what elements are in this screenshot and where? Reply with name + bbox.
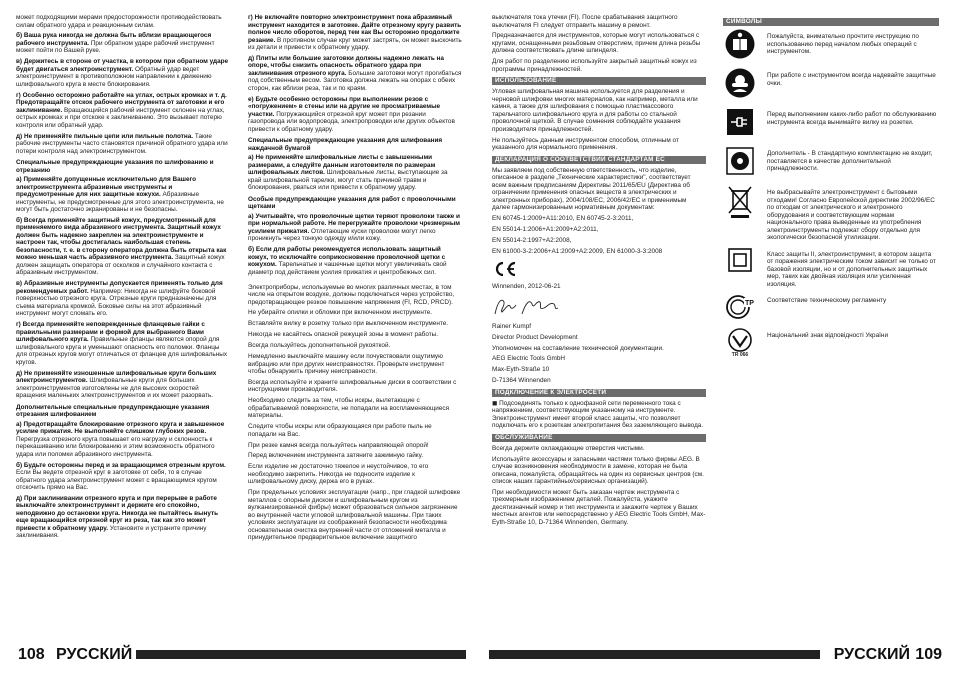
paragraph (492, 88, 706, 133)
paragraph (248, 423, 462, 438)
paragraph (492, 167, 706, 212)
paragraph-text: Уполномочен на составление технической документации. (492, 344, 664, 352)
subheading: Особые предупреждающие указания для работ с проволочными щетками (248, 195, 456, 211)
paragraph (248, 309, 462, 317)
paragraph-text: ◼ Подсоединять только к однофазной сети переменного тока с напряжением, соответствующим указанному на инструменте. Электроинструмент имеет второй класс защиты, что позволяет подключать его к розеткам электропитания без заземляющего вывода. (492, 399, 704, 430)
paragraph (16, 217, 230, 277)
paragraph (248, 331, 462, 339)
paragraph-text: EN 55014-1:2006+A1:2009+A2:2011, (492, 225, 599, 233)
symbol-description: Класс защиты II, электроинструмент, в котором защита от поражения электрическим током зависит не только от базовой изоляции, но и от дополнительных защитных мер, таких как двойная изоляция или усиленная изоляция. (767, 250, 936, 288)
paragraph-text: Всегда держите охлаждающие отверстия чистыми. (492, 444, 645, 452)
svg-text:ТР: ТР (745, 300, 754, 307)
accessory-icon (725, 146, 755, 176)
paragraph-text: Отлетающие куски проволоки могут легко проникнуть через тонкую одежду и/или кожу. (248, 227, 436, 243)
paragraph-bold-lead: г) Всегда применяйте неповрежденные фланцевые гайки с правильными размерами и формой для выбранного Вами шлифовального круга. (16, 321, 205, 344)
symbols-heading: СИМВОЛЫ (723, 18, 939, 26)
paragraph-text: Обратный удар ведет электроинструмент в противоположном направлении к движению шлифовального круга в месте блокирования. (16, 65, 212, 88)
paragraph (248, 246, 462, 276)
paragraph (492, 355, 706, 363)
paragraph-text: Немедленно выключайте машину если почувствовали ощутимую вибрацию или при других неисправностях. Проверьте инструмент чтобы обнаружить причину неисправности. (248, 353, 445, 376)
subheading: Дополнительные специальные предупреждающие указания отрезания шлифованием (16, 403, 210, 419)
right-column-3 (492, 14, 706, 530)
paragraph (492, 456, 706, 486)
paragraph-text: Большие заготовки могут прогибаться под собственным весом. Заготовка должна лежать на опорах с обеих сторон, как вблизи реза, так и по краям. (248, 69, 462, 92)
symbol-row (723, 146, 939, 180)
gost-icon (725, 293, 755, 321)
symbol-description: Перед выполнением каких-либо работ по обслуживанию инструмента всегда вынимайте вилку из розетки. (767, 111, 937, 126)
paragraph (248, 353, 462, 376)
paragraph-text: Если Вы ведете отрезной круг в заготовке от себя, то в случае обратного удара электроинструмент может с вращающимся кругом отскочить прямо на Вас. (16, 469, 217, 492)
paragraph-text: Например: Никогда не шлифуйте боковой поверхностью отрезного круга. Отрезные круги предназначены для съема материала кромкой. Боковые силы на этот абразивный инструмент могут сломать его. (16, 287, 217, 318)
paragraph (16, 495, 230, 540)
symbol-description: Не выбрасывайте электроинструмент с бытовыми отходами! Согласно Европейской директиве 2002/96/ЕС по отходам от электрического и электронного оборудования и соответствующим нормам национального права выведенные из употребления электроинструменты подлежат сбору отдельно для экологически безопасной утилизации. (767, 189, 935, 241)
paragraph-text: Угловая шлифовальная машина используется для разделения и черновой шлифовки многих материалов, как например, металла или камня, а также для шлифования с помощью пластмассового тарельчатого шлифовального круга и для работы со стальной проволочной щеткой. В случае сомнения соблюдайте указания производителя принадлежностей. (492, 88, 698, 133)
read-manual-icon (725, 29, 755, 59)
paragraph (16, 176, 230, 214)
paragraph-text: Следите чтобы искры или образующаяся при работе пыль не попадали на Вас. (248, 423, 432, 438)
paragraph-bold-lead: а) Применяйте допущенные исключительно для Вашего электроинструмента абразивные инструменты и предусмотренные для них защитные кожухи. (16, 176, 197, 199)
paragraph-text: Никогда не касайтесь опасной режущей зоны в момент работы. (248, 331, 439, 339)
right-footer (489, 646, 954, 668)
paragraph (16, 92, 230, 130)
paragraph-text: Погружающийся отрезной круг может при резании газопровода или водопровода, электропроводки или других объектов привести к обратному удару. (248, 110, 455, 133)
paragraph (492, 237, 706, 245)
paragraph (248, 452, 462, 460)
paragraph-bold-lead: в) Держитесь в стороне от участка, в котором при обратном ударе будет двигаться электроинструмент. (16, 58, 229, 73)
paragraph (248, 154, 462, 192)
paragraph-text: Если изделие не достаточно тяжелое и неустойчивое, то его необходимо закрепить. Никогда не подносите изделие к шлифовальному диску, держа его в руках. (248, 463, 429, 486)
paragraph (492, 400, 706, 430)
paragraph-text: Шлифовальные листы, выступающие за край шлифовальной тарелки, могут стать причиной травм и блокирования, рваться или привести к обратному удару. (248, 169, 448, 192)
paragraph-text: Max-Eyth-Straße 10 (492, 366, 550, 374)
paragraph (492, 366, 706, 374)
symbol-row (723, 328, 939, 362)
symbols-column (723, 14, 939, 367)
symbol-description: Пожалуйста, внимательно прочтите инструкцию по использованию перед началом любых операций с инструментом. (767, 33, 919, 55)
left-column-2 (248, 14, 462, 545)
paragraph (248, 463, 462, 486)
paragraph (492, 226, 706, 234)
paragraph-bold-lead: д) Не применяйте изношенные шлифовальные круги больших электроинструментов. (16, 369, 217, 385)
symbol-description: Соответствие техническому регламенту (767, 297, 887, 304)
paragraph (16, 58, 230, 88)
symbol-description: При работе с инструментом всегда надевайте защитные очки. (767, 72, 936, 87)
safety-glasses-icon (725, 68, 755, 98)
paragraph (16, 133, 230, 156)
footer-bar (134, 650, 466, 659)
paragraph (492, 489, 706, 527)
paragraph-text: Правильные фланцы являются опорой для шлифовального круга и уменьшают опасность его поломки. Фланцы для отрезных кругов могут отличаться от фланцев для шлифовальных кругов. (16, 336, 228, 366)
symbol-row (723, 107, 939, 141)
symbol-description: Національний знак відповідності України (767, 332, 889, 339)
mark-caption: TR 066 (731, 352, 749, 358)
paragraph-text: Необходимо следить за тем, чтобы искры, вылетающие с обрабатываемой поверхности, не попадали на воспламеняющиеся материалы. (248, 397, 450, 420)
paragraph-text: Установите и устраните причину заклинивания. (16, 524, 207, 540)
paragraph-text: AEG Electric Tools GmbH (492, 355, 566, 363)
paragraph-text: D-71364 Winnenden (492, 377, 551, 385)
paragraph (248, 55, 462, 93)
symbol-row (723, 247, 939, 289)
paragraph-text: Winnenden, 2012-06-21 (492, 282, 561, 290)
paragraph-bold-lead: б) Ваша рука никогда не должна быть вблизи вращающегося рабочего инструмента. (16, 32, 212, 47)
paragraph-text: Director Product Development (492, 333, 578, 341)
weee-bin-icon (726, 185, 754, 219)
unplug-icon (725, 107, 755, 137)
paragraph (16, 462, 230, 492)
paragraph (492, 14, 706, 29)
paragraph-bold-lead: а) Учитывайте, что проволочные щетки теряют проволоки также и при нормальной работе. Не перегружайте проволоки чрезмерным усилием прижатия. (248, 212, 461, 235)
paragraph (492, 334, 706, 342)
paragraph (248, 442, 462, 450)
paragraph-bold-lead: а) Предотвращайте блокирование отрезного круга и завышенное усилие прижатия. Не выполняйте слишком глубоких резов. (16, 420, 225, 436)
section-heading: ИСПОЛЬЗОВАНИЕ (492, 77, 706, 85)
paragraph-text: EN 61000-3-2:2006+A1:2009+A2:2009, EN 61000-3-3:2008 (492, 247, 663, 255)
paragraph (248, 284, 462, 307)
symbol-row (723, 68, 939, 102)
paragraph-text: Электроприборы, используемые во многих различных местах, в том числе на открытом воздухе, должны подключаться через устройство, предотвращающее резкое повышение напряжения (FI, RCD, PRCD). (248, 283, 455, 306)
paragraph-text: выключателя тока утечки (FI). После срабатывания защитного выключателя FI следует отправить машину в ремонт. (492, 14, 678, 29)
paragraph (492, 215, 706, 223)
paragraph-text: Вставляйте вилку в розетку только при выключенном инструменте. (248, 320, 449, 328)
subheading: Специальные предупреждающие указания для шлифования наждачной бумагой (248, 137, 443, 152)
paragraph (492, 323, 706, 331)
language-label: РУССКИЙ (52, 646, 136, 664)
paragraph-text: Вращающийся рабочий инструмент склонен на углах, острых кромках и при отскоке к заклиниванию. Это вызывает потерю контроля или обратный удар. (16, 106, 225, 129)
paragraph-text: Не убирайте опилки и обломки при включенном инструменте. (248, 309, 433, 317)
language-label: РУССКИЙ (830, 646, 914, 664)
paragraph-text: EN 60745-1:2009+A11:2010, EN 60745-2-3:2011, (492, 215, 634, 223)
paragraph-text: EN 55014-2:1997+A2:2008, (492, 236, 572, 244)
paragraph (248, 489, 462, 542)
ukraine-mark-icon (728, 328, 752, 352)
paragraph-text: При резке камня всегда пользуйтесь направляющей опорой! (248, 441, 429, 449)
paragraph-text: Абразивные инструменты, не предусмотренные для этого электроинструмента, не могут быть достаточно экранированы и не безопасны. (16, 191, 224, 214)
paragraph-text: Перегрузка отрезного круга повышает его нагрузку и склонность к перекашиванию или блокированию и этим возможность обратного удара или поломки абразивного инструмента. (16, 435, 215, 458)
section-heading: ПОДКЛЮЧЕНИЕ К ЭЛЕКТРОСЕТИ (492, 389, 706, 397)
symbol-row (723, 293, 939, 323)
symbol-description: Дополнитель - В стандартную комплектацию не входит, поставляется в качестве дополнительной принадлежности. (767, 150, 933, 172)
paragraph-bold-lead: д) Не применяйте пильные цепи или пильные полотна. (16, 132, 194, 140)
paragraph (248, 14, 462, 52)
paragraph-text: Тарельчатые и чашечные щетки могут увеличивать свой диаметр под действием усилия прижатия и центробежных сил. (248, 261, 447, 276)
paragraph-bold-lead: а) Не применяйте шлифовальные листы с завышенными размерами, а следуйте данным изготовителя по размерам шлифовальных листов. (248, 154, 436, 177)
paragraph-bold-lead: д) При заклинивании отрезного круга и при перерыве в работе выключайте электроинструмент и держите его спокойно, неподвижно до остановки круга. Никогда не пытайтесь вынуть еще вращающийся отрезной круг из реза, так как это может привести к обратному удару. (16, 494, 219, 532)
paragraph-bold-lead: б) Будьте осторожны перед и за вращающимся отрезным кругом. (16, 461, 226, 469)
paragraph-text: В противном случае круг может застрять, он может выскочить из детали и привести к обратному удару. (248, 36, 462, 51)
paragraph-bold-lead: г) Не включайте повторно электроинструмент пока абразивный инструмент находится в заготовке. Дайте отрезному кругу развить полное число оборотов, перед тем как Вы осторожно продолжите резание. (248, 14, 462, 44)
symbol-row (723, 29, 939, 63)
paragraph (492, 137, 706, 152)
paragraph-text: Всегда пользуйтесь дополнительной рукояткой. (248, 342, 391, 350)
page-number: 109 (911, 646, 946, 664)
paragraph-bold-lead: в) Абразивные инструменты допускается применять только для рекомендуемых работ. (16, 280, 223, 295)
paragraph-bold-lead: г) Особенно осторожно работайте на углах, острых кромках и т. д. Предотвращайте отскок рабочего инструмента от заготовки и его заклинивание. (16, 91, 227, 114)
paragraph-text: При необходимости может быть заказан чертеж инструмента с трехмерным изображением деталей. Пожалуйста, укажите десятизначный номер и тип инструмента и закажите чертеж у Ваших местных агентов или непосредственно у AEG Electric Tools GmbH, Max-Eyth-Straße 10, D-71364 Winnenden, Germany. (492, 488, 706, 526)
paragraph-text: Используйте аксессуары и запасными частями только фирмы AEG. В случае возникновения необходимости в замене, которая не была описана, пожалуйста, обращайтесь на один из сервисных центров (см. список наших гарантийных/сервисных организаций). (492, 455, 704, 486)
subheading: Специальные предупреждающие указания по шлифованию и отрезанию (16, 159, 214, 174)
paragraph-text: Не пользуйтесь данным инструментом способом, отличным от указанного для нормального применения. (492, 136, 679, 152)
page-number: 108 (14, 646, 49, 664)
paragraph-bold-lead: е) Будьте особенно осторожны при выполнении резов с «погружением» в стены или на другие не просматриваемые участки. (248, 95, 441, 118)
paragraph (492, 32, 706, 55)
paragraph-text: Защитный кожух должен защищать оператора от осколков и случайного контакта с абразивным инструментом. (16, 254, 225, 277)
paragraph-bold-lead: д) Плиты или большие заготовки должны надежно лежать на опоре, чтобы снизить опасность обратного удара при заклинивания отрезного круга. (248, 54, 444, 77)
paragraph-text: Перед включением инструмента затяните зажимную гайку. (248, 452, 424, 460)
paragraph (492, 445, 706, 453)
left-column-1 (16, 14, 230, 543)
ce-mark (492, 261, 706, 280)
paragraph (248, 379, 462, 394)
paragraph (248, 96, 462, 134)
symbol-row (723, 185, 939, 242)
signature (492, 296, 706, 321)
paragraph (492, 248, 706, 256)
paragraph (16, 32, 230, 55)
paragraph (492, 377, 706, 385)
paragraph-text: Такие рабочие инструменты часто становятся причиной обратного удара или потери контроля над электроинструментом. (16, 132, 228, 155)
paragraph (248, 397, 462, 420)
paragraph (248, 213, 462, 243)
signature-image (492, 296, 562, 318)
paragraph-bold-lead: б) Если для работы рекомендуется использовать защитный кожух, то исключайте соприкосновение проволочной щетки с кожухом. (248, 246, 446, 269)
paragraph (248, 342, 462, 350)
paragraph (16, 14, 230, 29)
paragraph (492, 345, 706, 353)
footer-bar (489, 650, 820, 659)
paragraph-text: может подходящими мерами предосторожности противодействовать силам обратного удара и реакционным силам. (16, 14, 222, 29)
paragraph-bold-lead: б) Всегда применяйте защитный кожух, предусмотренный для применяемого вида абразивного инструмента. Защитный кожух должен быть надежно закреплен на электроинструменте и настроен так, чтобы достигалась наибольшая степень безопасности, т. е. в сторону оператора должна быть открыта как можно меньшая часть абразивного инструмента. (16, 216, 227, 262)
paragraph (248, 320, 462, 328)
ce-mark-icon (492, 261, 518, 277)
paragraph-text: Всегда используйте и храните шлифовальные диски в соответствии с инструкциями производителя. (248, 378, 457, 394)
paragraph-text: При предельных условиях эксплуатации (напр., при гладкой шлифовке металлов с опорным диском и шлифовальным кругом из вулканизированной фибры) может образоваться сильное загрязнение во внутренней части угловой шлифовальной машины. При таких условиях эксплуатации из соображений безопасности необходима основательная очистка внутренней части от отложений металла и принудительное предварительное включение защитного (248, 489, 461, 542)
paragraph-text: При обратном ударе рабочий инструмент может пойти по Вашей руке. (16, 39, 215, 55)
paragraph (16, 321, 230, 366)
section-heading: ОБСЛУЖИВАНИЕ (492, 434, 706, 442)
paragraph (16, 280, 230, 318)
paragraph (492, 58, 706, 73)
paragraph-text: Предназначается для инструментов, которые могут использоваться с кругами, оснащенными резьбовым отверстием, причем длина резьбы должна соответствовать длине шпинделя. (492, 32, 701, 55)
paragraph-text: Для работ по разделению используйте закрытый защитный кожух из программы принадлежностей. (492, 58, 697, 73)
paragraph (16, 421, 230, 459)
left-footer (0, 646, 466, 668)
paragraph-text: Rainer Kumpf (492, 322, 532, 330)
paragraph-text: Шлифовальные круги для больших электроинструментов изготовлены не для высоких скоростей вращения маленьких электроинструментов и их может разорвать. (16, 377, 214, 400)
paragraph (16, 370, 230, 400)
paragraph-text: Мы заявляем под собственную ответственность, что изделие, описанное в разделе „Технические характеристики", соответствует всем важным предписаниям Директивы 2011/65/EU (Директива об ограничении применения опасных веществ в электрических и электронных приборах), 2004/108/EC, 2006/42/EC и применимым далее гармонизированным нормативным документам: (492, 166, 691, 212)
paragraph (492, 283, 706, 291)
class-ii-icon (727, 247, 753, 273)
section-heading: ДЕКЛАРАЦИЯ О СООТВЕТСТВИИ СТАНДАРТАМ ЕС (492, 156, 706, 164)
